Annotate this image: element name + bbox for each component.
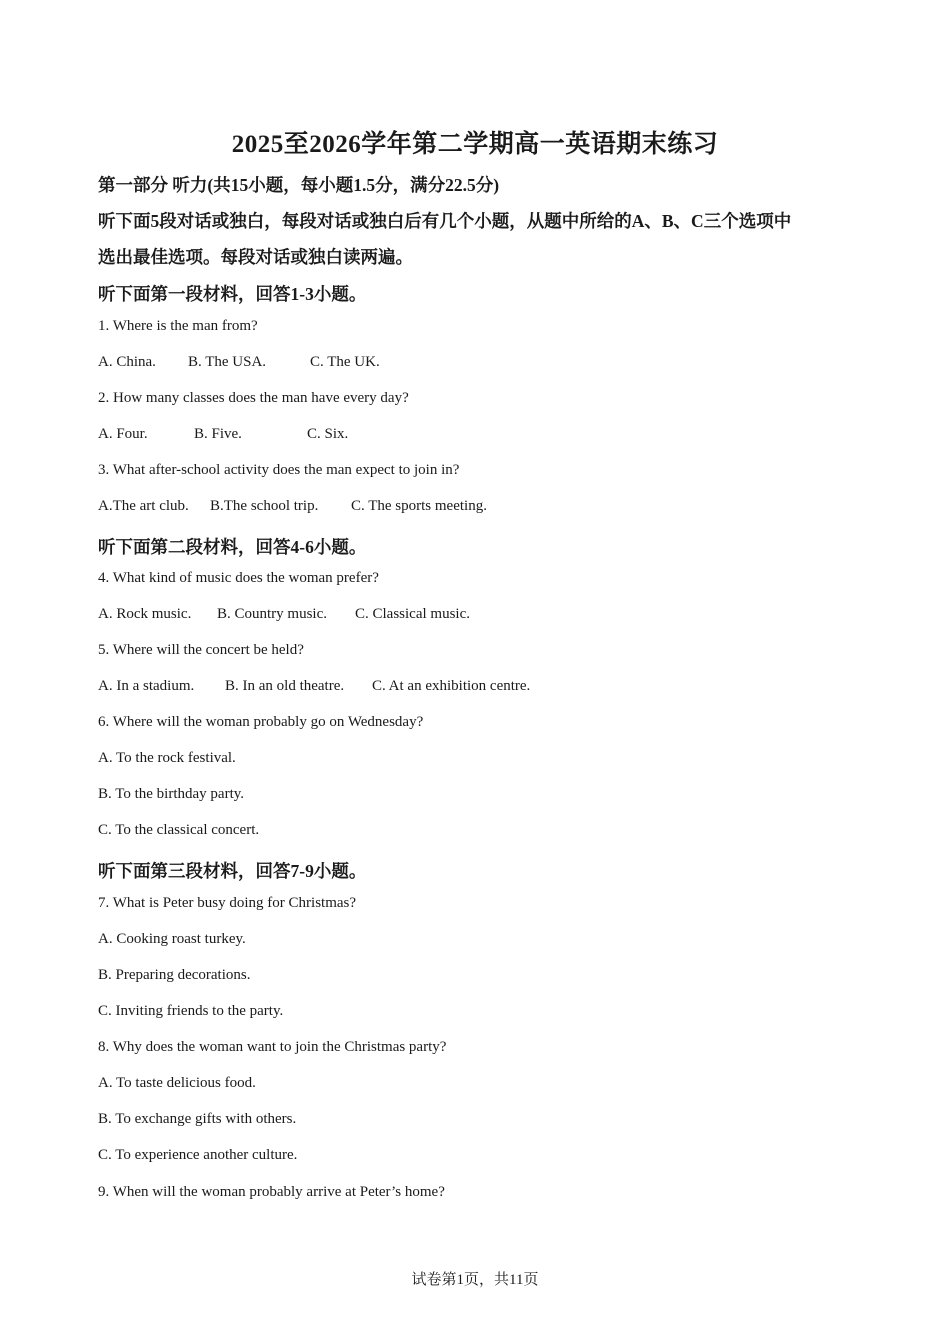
question-9: 9. When will the woman probably arrive at Peter’s home? <box>98 1184 445 1200</box>
option-2a: A. Four. <box>98 426 148 442</box>
option-6b: B. To the birthday party. <box>98 786 245 802</box>
part-heading: 第一部分 听力(共15小题，每小题1.5分，满分22.5分) <box>98 175 500 195</box>
option-8b: B. To exchange gifts with others. <box>98 1111 297 1127</box>
option-5c: C. At an exhibition centre. <box>372 678 531 694</box>
options-row-3 <box>98 498 487 515</box>
page-footer: 试卷第1页，共11页 <box>411 1272 539 1288</box>
question-3: 3. What after-school activity does the man expect to join in? <box>98 462 460 478</box>
option-4b: B. Country music. <box>217 606 328 622</box>
option-4c: C. Classical music. <box>355 606 470 622</box>
option-3a: A.The art club. <box>98 498 189 514</box>
option-2c: C. Six. <box>307 426 349 442</box>
option-3b: B.The school trip. <box>210 498 319 514</box>
option-8c: C. To experience another culture. <box>98 1147 298 1163</box>
question-7: 7. What is Peter busy doing for Christmas? <box>98 895 357 911</box>
question-6: 6. Where will the woman probably go on Wednesday? <box>98 714 424 730</box>
options-row-1 <box>98 354 380 371</box>
instructions-line-2: 选出最佳选项。每段对话或独白读两遍。 <box>98 247 413 267</box>
section-heading-2: 听下面第二段材料，回答4-6小题。 <box>98 537 367 557</box>
option-5a: A. In a stadium. <box>98 678 195 694</box>
option-7c: C. Inviting friends to the party. <box>98 1003 284 1019</box>
option-6a: A. To the rock festival. <box>98 750 236 766</box>
option-5b: B. In an old theatre. <box>225 678 345 694</box>
question-1: 1. Where is the man from? <box>98 318 258 334</box>
option-7a: A. Cooking roast turkey. <box>98 931 246 947</box>
option-1b: B. The USA. <box>188 354 267 370</box>
question-5: 5. Where will the concert be held? <box>98 642 304 658</box>
option-6c: C. To the classical concert. <box>98 822 260 838</box>
option-7b: B. Preparing decorations. <box>98 967 251 983</box>
option-1c: C. The UK. <box>310 354 380 370</box>
option-8a: A. To taste delicious food. <box>98 1075 256 1091</box>
exam-title: 2025至2026学年第二学期高一英语期末练习 <box>231 131 719 158</box>
section-heading-1: 听下面第一段材料，回答1-3小题。 <box>98 284 367 304</box>
question-2: 2. How many classes does the man have every day? <box>98 390 409 406</box>
instructions-line-1: 听下面5段对话或独白，每段对话或独白后有几个小题，从题中所给的A、B、C三个选项中 <box>98 211 792 231</box>
option-4a: A. Rock music. <box>98 606 192 622</box>
options-row-4 <box>98 606 470 623</box>
options-row-2 <box>98 426 348 443</box>
section-heading-3: 听下面第三段材料，回答7-9小题。 <box>98 861 367 881</box>
option-3c: C. The sports meeting. <box>351 498 487 514</box>
option-1a: A. China. <box>98 354 156 370</box>
options-row-5 <box>98 678 530 695</box>
option-2b: B. Five. <box>194 426 242 442</box>
question-8: 8. Why does the woman want to join the Christmas party? <box>98 1039 447 1055</box>
question-4: 4. What kind of music does the woman prefer? <box>98 570 379 586</box>
